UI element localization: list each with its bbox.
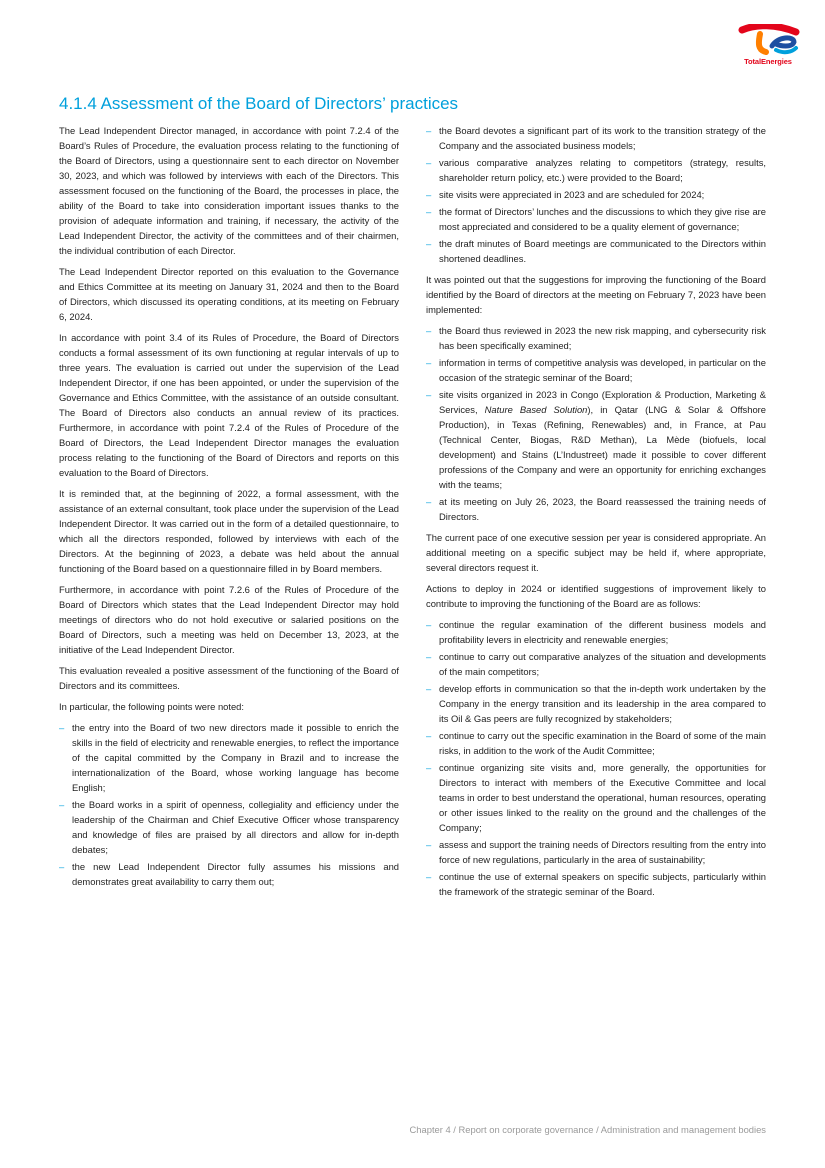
paragraph: The Lead Independent Director managed, in accordance with point 7.2.4 of the Board’s Rules of Procedure, the evaluation process relating to the functioning of the Board of Directors, using a questionnaire sent to each director on November 30, 2023, and which was followed by interviews with each of the Directors. This assessment focused on the functioning of the Board, the processes in place, the ability of the Board to take into consideration important issues thanks to the provision of adequate information and training, if necessary, the activity of the Lead Independent Director, the activity of the committees and of their chairmen, the individual contribution of each Director. (59, 125, 399, 256)
list-item: – the draft minutes of Board meetings are communicated to the Directors within shortened deadlines. (426, 236, 766, 266)
list-item: – continue to carry out the specific examination in the Board of some of the main risks, in addition to the work of the Audit Committee; (426, 728, 766, 758)
totalenergies-logo (736, 24, 800, 68)
paragraph: The Lead Independent Director reported on this evaluation to the Governance and Ethics Committee at its meeting on January 31, 2024 and then to the Board of Directors, which discussed its operating conditions, at its meeting on February 6, 2024. (59, 266, 399, 322)
list-item-emphasis: Nature Based Solution (484, 404, 588, 415)
list-item: – assess and support the training needs of Directors resulting from the entry into force of new regulations, particularly in the area of sustainability; (426, 837, 766, 867)
list-item: – information in terms of competitive analysis was developed, in particular on the occasion of the strategic seminar of the Board; (426, 355, 766, 385)
paragraph: This evaluation revealed a positive assessment of the functioning of the Board of Directors and its committees. (59, 665, 399, 691)
list-item: – the Board works in a spirit of openness, collegiality and efficiency under the leadership of the Chairman and Chief Executive Officer whose transparency and knowledge of files are praised by all directors and allow for in-depth debates; (59, 797, 399, 857)
page-footer: Chapter 4 / Report on corporate governance / Administration and management bodies (409, 1124, 766, 1135)
list-item (426, 387, 766, 492)
list-item: – the format of Directors’ lunches and the discussions to which they give rise are most appreciated and considered to be a quality element of governance; (426, 204, 766, 234)
list-item: – various comparative analyzes relating to competitors (strategy, results, shareholder return policy, etc.) were provided to the Board; (426, 155, 766, 185)
paragraph: In accordance with point 3.4 of its Rules of Procedure, the Board of Directors conducts a formal assessment of its own functioning at regular intervals of up to three years. The evaluation is carried out under the supervision of the Lead Independent Director, if one has been appointed, or under the supervision of the Governance and Ethics Committee, with the assistance of an outside consultant. The Board of Directors also conducts an annual review of its practices. Furthermore, in accordance with point 7.2.4 of the Rules of Procedure of the Board of Directors, the Lead Independent Director manages the evaluation process relating to the functioning of the Board of Directors and reports on this evaluation to the Board of Directors. (59, 332, 399, 478)
noted-points-list-continued (426, 123, 766, 266)
logo-wordmark: TotalEnergies (744, 57, 792, 66)
totalenergies-logo-mark (736, 24, 800, 56)
list-item: – site visits were appreciated in 2023 and are scheduled for 2024; (426, 187, 766, 202)
left-column (59, 123, 399, 895)
list-item: – the Board thus reviewed in 2023 the new risk mapping, and cybersecurity risk has been specifically examined; (426, 323, 766, 353)
right-column (426, 123, 766, 905)
list-item: – the Board devotes a significant part of its work to the transition strategy of the Company and the associated business models; (426, 123, 766, 153)
paragraph: The current pace of one executive session per year is considered appropriate. An additional meeting on a specific subject may be held if, where appropriate, several directors request it. (426, 532, 766, 573)
paragraph: Furthermore, in accordance with point 7.2.6 of the Rules of Procedure of the Board of Directors which states that the Lead Independent Director may hold meetings of directors who do not hold executive or salaried positions on the Board of Directors, such a meeting was held on December 13, 2023, at the initiative of the Lead Independent Director. (59, 584, 399, 655)
paragraph: It was pointed out that the suggestions for improving the functioning of the Board identified by the Board of directors at the meeting on February 7, 2023 have been implemented: (426, 274, 766, 315)
paragraph: In particular, the following points were noted: (59, 701, 245, 712)
list-item: – develop efforts in communication so that the in-depth work undertaken by the Company in the energy transition and its leadership in the area compared to its Oil & Gas peers are fully recognized by stakeholders; (426, 681, 766, 726)
implemented-suggestions-list (426, 323, 766, 524)
list-item-text: ), in Qatar (LNG & Solar & Offshore Production), in Texas (Refining, Renewables) and, in France, at Pau (Technical Center, Biogas, R&D Methan), La Mède (biofuels, local development) and Stains (L’Industreet) made it possible to cover different professions of the Company and were an opportunity for enriching exchanges with the teams; (439, 404, 766, 490)
list-item-text: site visits organized in 2023 in Congo (Exploration & Production, Marketing & Services, (439, 389, 766, 415)
section-title: 4.1.4 Assessment of the Board of Directors’ practices (59, 94, 459, 113)
paragraph: It is reminded that, at the beginning of 2022, a formal assessment, with the assistance of an external consultant, took place under the supervision of the Lead Independent Director. It was carried out in the form of a detailed questionnaire, to which all the directors responded, followed by interviews with each of the Directors. At the beginning of 2023, a debate was held about the annual functioning of the Board based on a questionnaire filled in by Board members. (59, 488, 399, 574)
actions-2024-list (426, 617, 766, 899)
list-item: – continue the use of external speakers on specific subjects, particularly within the framework of the strategic seminar of the Board. (426, 869, 766, 899)
list-item: – at its meeting on July 26, 2023, the Board reassessed the training needs of Directors. (426, 494, 766, 524)
list-item: – the new Lead Independent Director fully assumes his missions and demonstrates great availability to carry them out; (59, 859, 399, 889)
list-item: – the entry into the Board of two new directors made it possible to enrich the skills in the field of electricity and renewable energies, to reflect the importance of the capital committed by the Company in Brazil and to increase the internationalization of the Board, whose working language has become English; (59, 720, 399, 795)
list-item: – continue organizing site visits and, more generally, the opportunities for Directors to interact with members of the Executive Committee and local teams in order to best understand the operational, human resources, operating or other issues linked to the reality on the ground and the challenges of the Company; (426, 760, 766, 835)
list-item: – continue to carry out comparative analyzes of the situation and developments of the main competitors; (426, 649, 766, 679)
noted-points-list (59, 720, 399, 889)
list-item: – continue the regular examination of the different business models and profitability levers in electricity and renewable energies; (426, 617, 766, 647)
paragraph: Actions to deploy in 2024 or identified suggestions of improvement likely to contribute to improving the functioning of the Board are as follows: (426, 583, 766, 609)
